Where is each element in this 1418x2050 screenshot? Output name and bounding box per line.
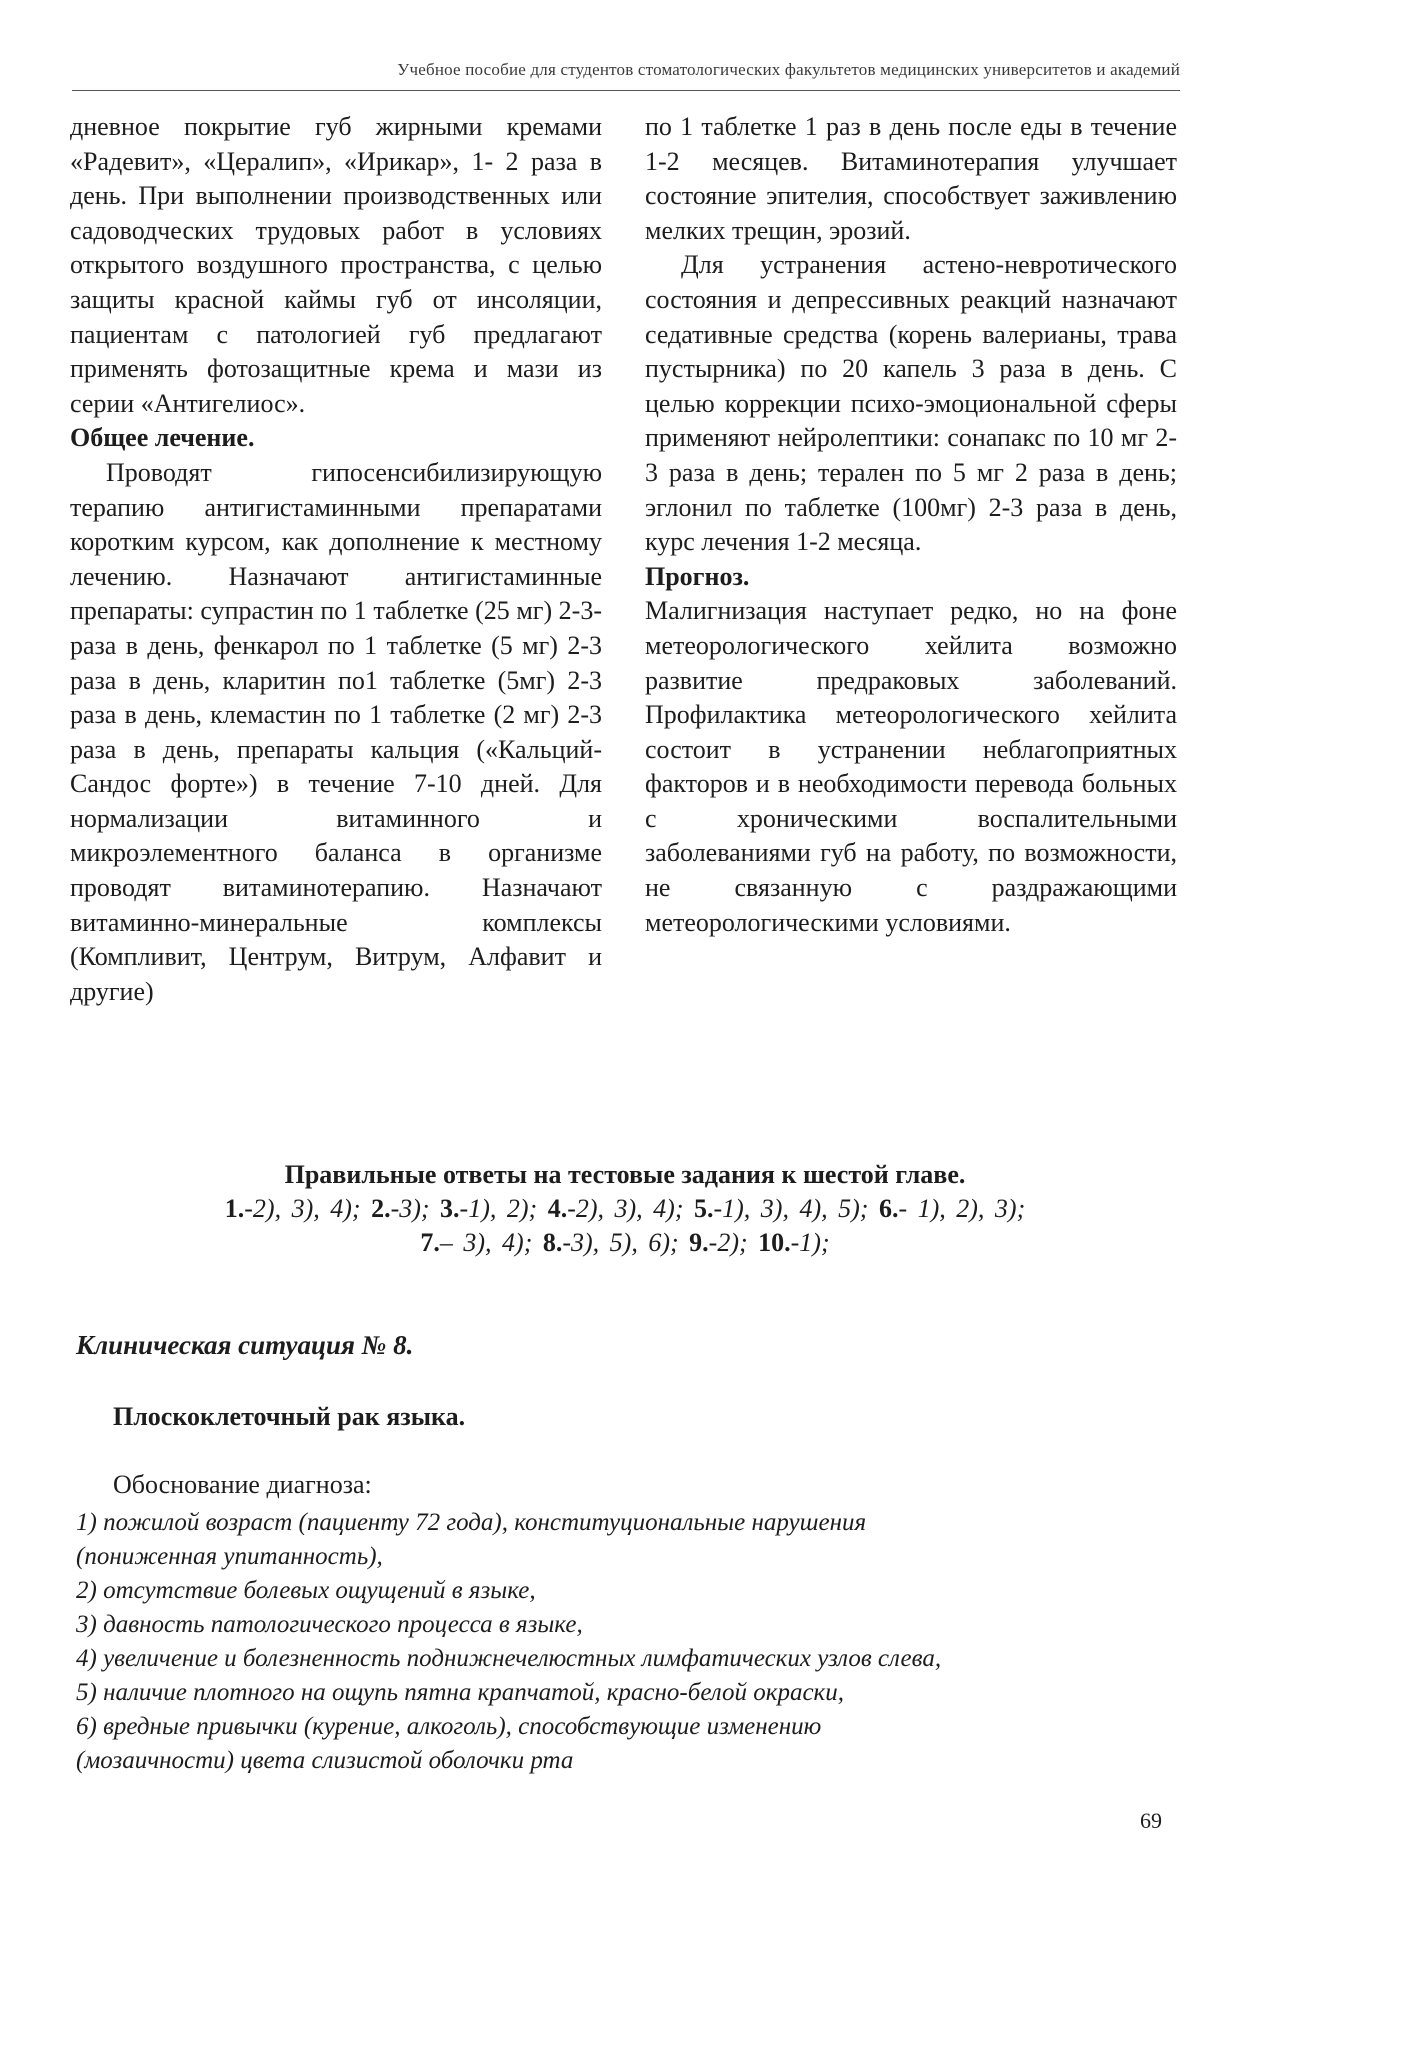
diagnosis-basis-label: Обоснование диагноза: xyxy=(113,1470,372,1499)
answer-number: 1. xyxy=(224,1194,245,1223)
answers-line-1 xyxy=(70,1192,1180,1226)
answer-item xyxy=(440,1194,537,1223)
answer-item xyxy=(694,1194,868,1223)
right-paragraph-2: Для устранения астено-невротического состояния и депрессивных реакций назначают седативные средства (корень валерианы, трава пустырника) по 20 капель 3 раза в день. С целью коррекции психо-эмоциональной сферы применяют нейролептики: сонапакс по 10 мг 2-3 раза в день; терален по 5 мг 2 раза в день; эглонил по таблетке (100мг) 2-3 раза в день, курс лечения 1-2 месяца. xyxy=(645,250,1177,557)
clinical-case-title: Клиническая ситуация № 8. xyxy=(76,1330,414,1360)
diagnosis-basis-item: 3) давность патологического процесса в языке, xyxy=(76,1611,583,1638)
diagnosis-basis-item: 5) наличие плотного на ощупь пятна крапчатой, красно-белой окраски, xyxy=(76,1679,844,1706)
answers-title: Правильные ответы на тестовые задания к шестой главе. xyxy=(284,1160,966,1189)
answer-item xyxy=(371,1194,429,1223)
right-paragraph-3: Малигнизация наступает редко, но на фоне метеорологического хейлита возможно развитие предраковых заболеваний. Профилактика метеорологического хейлита состоит в устранении неблагоприятных факторов и в необходимости перевода больных с хроническими воспалительными заболеваниями губ на работу, по возможности, не связанную с раздражающими метеорологическими условиями. xyxy=(645,596,1177,937)
answer-item xyxy=(758,1228,829,1257)
right-column xyxy=(645,110,1177,940)
answer-item xyxy=(420,1228,532,1257)
heading-prognosis: Прогноз. xyxy=(645,561,750,591)
answer-value: -2), 3), 4); xyxy=(244,1194,361,1223)
diagnosis-basis-item: 2) отсутствие болевых ощущений в языке, xyxy=(76,1577,536,1604)
answer-value: -1), 3), 4), 5); xyxy=(713,1194,869,1223)
answer-item xyxy=(548,1194,684,1223)
answer-number: 6. xyxy=(878,1194,899,1223)
diagnosis-basis-item: 6) вредные привычки (курение, алкоголь), способствующие изменению xyxy=(76,1713,822,1740)
answer-item xyxy=(543,1228,679,1257)
answer-value: -3), 5), 6); xyxy=(562,1228,679,1257)
answer-value: -1); xyxy=(790,1228,830,1257)
page-number: 69 xyxy=(1140,1808,1162,1833)
answer-value: -3); xyxy=(390,1194,430,1223)
running-header: Учебное пособие для студентов стоматологических факультетов медицинских университетов и академий xyxy=(397,60,1180,79)
answer-value: – 3), 4); xyxy=(439,1228,533,1257)
answer-value: - 1), 2), 3); xyxy=(898,1194,1026,1223)
diagnosis-basis-item: 1) пожилой возраст (пациенту 72 года), конституциональные нарушения xyxy=(76,1509,867,1536)
left-column xyxy=(70,110,602,1009)
answer-item xyxy=(689,1228,747,1257)
answer-number: 8. xyxy=(542,1228,563,1257)
answer-number: 5. xyxy=(693,1194,714,1223)
answer-number: 7. xyxy=(420,1228,440,1257)
answer-value: -2), 3), 4); xyxy=(567,1194,684,1223)
answer-item xyxy=(879,1194,1025,1223)
answer-number: 10. xyxy=(758,1228,791,1257)
answers-line-2 xyxy=(70,1226,1180,1260)
diagnosis-basis-list xyxy=(76,1506,1186,1778)
diagnosis-basis-item: (мозаичности) цвета слизистой оболочки рта xyxy=(76,1747,574,1774)
left-paragraph-1: дневное покрытие губ жирными кремами «Радевит», «Цералип», «Ирикар», 1- 2 раза в день. При выполнении производственных или садоводческих трудовых работ в условиях открытого воздушного пространства, с целью защиты красной каймы губ от инсоляции, пациентам с патологией губ предлагают применять фотозащитные крема и мази из серии «Антигелиос». xyxy=(70,112,602,418)
answer-value: -1), 2); xyxy=(459,1194,538,1223)
answer-number: 9. xyxy=(689,1228,709,1257)
right-paragraph-1: по 1 таблетке 1 раз в день после еды в течение 1-2 месяцев. Витаминотерапия улучшает состояние эпителия, способствует заживлению мелких трещин, эрозий. xyxy=(645,112,1177,245)
diagnosis-title: Плоскоклеточный рак языка. xyxy=(113,1402,466,1431)
answer-value: -2); xyxy=(708,1228,748,1257)
answer-number: 3. xyxy=(440,1194,460,1223)
header-divider xyxy=(72,90,1180,91)
test-answers-block xyxy=(70,1158,1180,1260)
diagnosis-basis-item: (пониженная упитанность), xyxy=(76,1543,383,1570)
answer-number: 2. xyxy=(371,1194,391,1223)
diagnosis-basis-item: 4) увеличение и болезненность поднижнечелюстных лимфатических узлов слева, xyxy=(76,1645,942,1672)
left-paragraph-2: Проводят гипосенсибилизирующую терапию антигистаминными препаратами коротким курсом, как дополнение к местному лечению. Назначают антигистаминные препараты: супрастин по 1 таблетке (25 мг) 2-3- раза в день, фенкарол по 1 таблетке (5 мг) 2-3 раза в день, кларитин по1 таблетке (5мг) 2-3 раза в день, клемастин по 1 таблетке (2 мг) 2-3 раза в день, препараты кальция («Кальций-Сандос форте») в течение 7-10 дней. Для нормализации витаминного и микроэлементного баланса в организме проводят витаминотерапию. Назначают витаминно-минеральные комплексы (Компливит, Центрум, Витрум, Алфавит и другие) xyxy=(70,457,602,1006)
heading-general-treatment: Общее лечение. xyxy=(70,423,255,453)
answer-number: 4. xyxy=(547,1194,568,1223)
answer-item xyxy=(225,1194,361,1223)
